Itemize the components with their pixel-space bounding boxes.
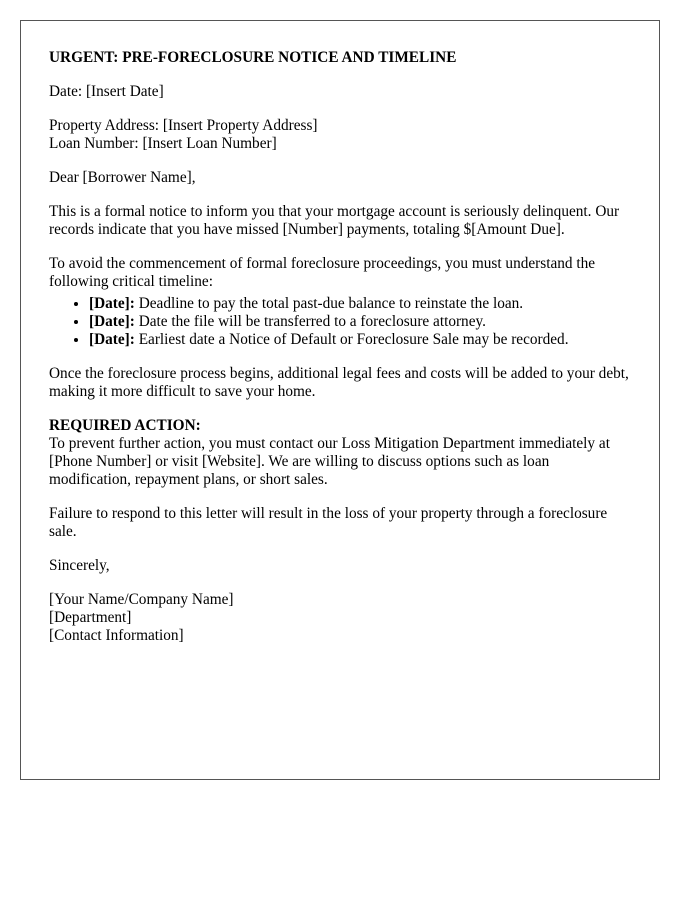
property-address: Property Address: [Insert Property Address] <box>49 117 318 134</box>
signature-block <box>49 591 631 645</box>
required-action-block <box>49 417 631 489</box>
timeline-item-date: [Date]: <box>89 295 135 312</box>
timeline-item-date: [Date]: <box>89 313 135 330</box>
signature-department: [Department] <box>49 609 132 626</box>
timeline-item-text: Earliest date a Notice of Default or Foreclosure Sale may be recorded. <box>134 331 569 348</box>
timeline-item-date: [Date]: <box>89 331 135 348</box>
timeline-item-text: Deadline to pay the total past-due balance to reinstate the loan. <box>134 295 524 312</box>
timeline-item <box>89 331 631 349</box>
signature-name: [Your Name/Company Name] <box>49 591 234 608</box>
paragraph-fees: Once the foreclosure process begins, additional legal fees and costs will be added to your debt, making it more difficult to save your home. <box>49 365 629 400</box>
date-line: Date: [Insert Date] <box>49 83 164 100</box>
required-action-heading: REQUIRED ACTION: <box>49 417 201 434</box>
timeline-item <box>89 295 631 313</box>
required-action-text: To prevent further action, you must contact our Loss Mitigation Department immediately at [Phone Number] or visit [Website]. We are willing to discuss options such as loan modification, repayment plans, or short sales. <box>49 435 610 488</box>
paragraph-failure: Failure to respond to this letter will result in the loss of your property through a foreclosure sale. <box>49 505 608 540</box>
paragraph-timeline-intro: To avoid the commencement of formal foreclosure proceedings, you must understand the following critical timeline: <box>49 255 596 290</box>
paragraph-delinquency: This is a formal notice to inform you that your mortgage account is seriously delinquent. Our records indicate that you have missed [Number] payments, totaling $[Amount Due]. <box>49 203 620 238</box>
letter-title: URGENT: PRE-FORECLOSURE NOTICE AND TIMELINE <box>49 49 457 66</box>
timeline-list <box>49 295 631 349</box>
property-block <box>49 117 631 153</box>
salutation: Dear [Borrower Name], <box>49 169 196 186</box>
loan-number: Loan Number: [Insert Loan Number] <box>49 135 277 152</box>
timeline-item <box>89 313 631 331</box>
letter-page <box>20 20 660 780</box>
closing: Sincerely, <box>49 557 110 574</box>
timeline-item-text: Date the file will be transferred to a foreclosure attorney. <box>134 313 486 330</box>
signature-contact: [Contact Information] <box>49 627 184 644</box>
